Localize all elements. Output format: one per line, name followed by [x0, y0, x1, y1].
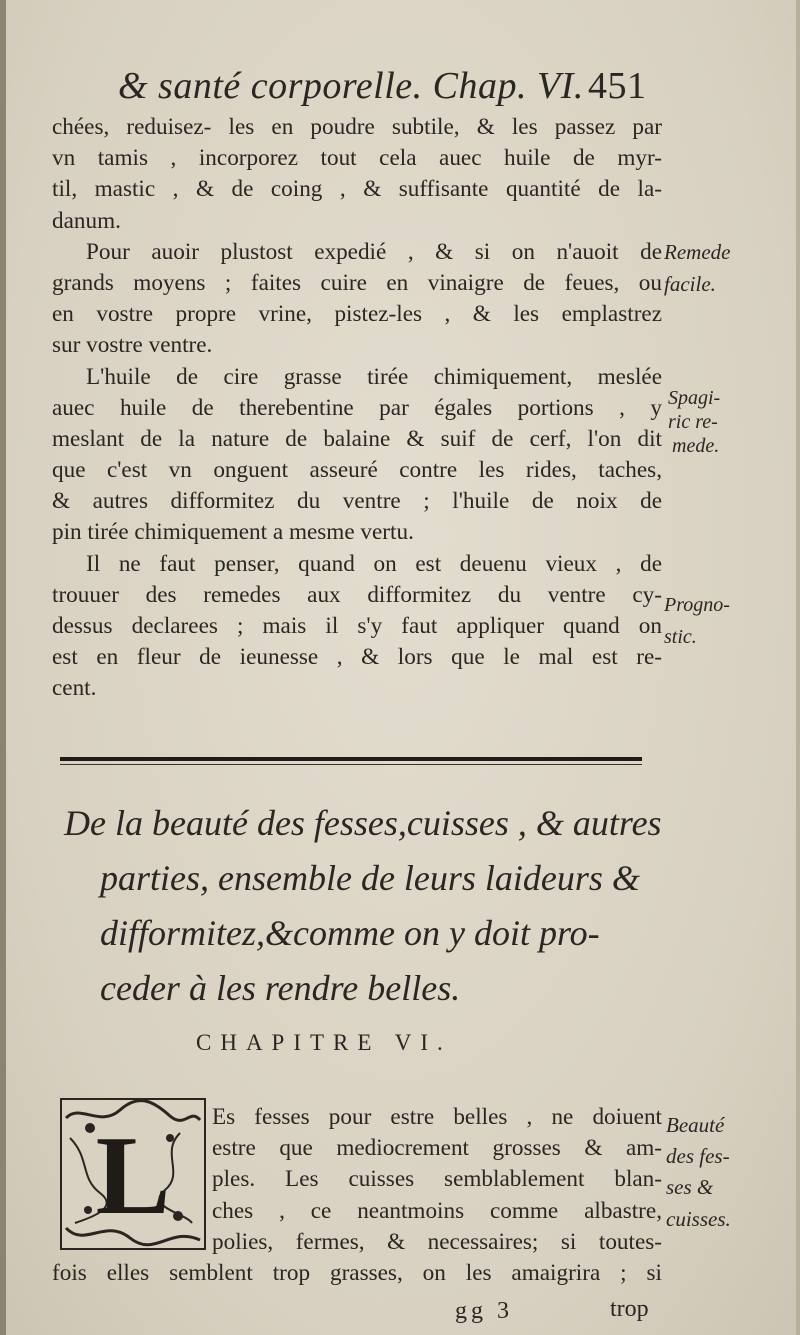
margin-note-line: facile.	[664, 272, 716, 296]
text-line: Es fesses pour estre belles , ne doiuent	[212, 1104, 662, 1130]
margin-note-line: ses &	[666, 1175, 714, 1200]
margin-note-line: ric re-	[668, 411, 718, 433]
body-text	[52, 112, 662, 705]
text-line: grands moyens ; faites cuire en vinaigre de feues, ou	[52, 269, 662, 296]
running-title: & santé corporelle. Chap. VI.	[118, 65, 584, 107]
text-line: meslant de la nature de balaine & suif de cerf, l'on dit	[52, 425, 662, 452]
page-left-edge	[0, 0, 6, 1335]
text-line: vn tamis , incorporez tout cela auec huile de myr-	[52, 145, 662, 172]
section-title-line: ceder à les rendre belles.	[100, 968, 461, 1008]
text-line: fois elles semblent trop grasses, on les amaigrira ; si	[52, 1259, 662, 1286]
text-line: que c'est vn onguent asseuré contre les rides, taches,	[52, 457, 662, 484]
margin-note-line: des fes-	[666, 1144, 730, 1169]
text-line: sur vostre ventre.	[52, 332, 213, 359]
chapter-body	[52, 1102, 662, 1289]
chapter-heading: CHAPITRE VI.	[196, 1030, 452, 1055]
text-line: ches , ce neantmoins comme albastre,	[212, 1197, 662, 1224]
section-rule-thin	[60, 764, 642, 765]
margin-note-spagiric	[668, 386, 720, 458]
text-line: til, mastic , & de coing , & suffisante quantité de la-	[52, 176, 662, 203]
text-line: Pour auoir plustost expedié , & si on n'auoit de	[86, 238, 662, 265]
running-head	[118, 64, 678, 112]
margin-note-line: Remede	[664, 240, 731, 264]
margin-note-remede-facile	[664, 240, 730, 296]
text-line: Il ne faut penser, quand on est deuenu vieux , de	[86, 550, 662, 577]
text-line: cent.	[52, 675, 97, 702]
text-line: estre que mediocrement grosses & am-	[212, 1135, 662, 1162]
text-line: en vostre propre vrine, pistez-les , & les emplastrez	[52, 301, 662, 328]
catchword: trop	[610, 1296, 649, 1322]
margin-note-beaute	[666, 1110, 731, 1235]
margin-note-line: mede.	[672, 435, 720, 457]
margin-note-line: Spagi-	[668, 387, 721, 409]
margin-note-line: Progno-	[664, 594, 730, 616]
margin-note-line: stic.	[664, 626, 697, 648]
section-title	[64, 796, 664, 1016]
page-number: 451	[588, 65, 647, 107]
margin-note-prognostic	[664, 593, 730, 649]
margin-note-line: Beauté	[666, 1113, 725, 1137]
text-line: danum.	[52, 207, 121, 234]
text-line: chées, reduisez- les en poudre subtile, & les passez par	[52, 114, 662, 140]
text-line: ples. Les cuisses semblablement blan-	[212, 1166, 662, 1193]
section-rule-thick	[60, 757, 642, 761]
section-title-line: De la beauté des fesses,cuisses , & autres	[64, 803, 662, 843]
text-line: dessus declarees ; mais il s'y faut appliquer quand on	[52, 613, 662, 639]
text-line: L'huile de cire grasse tirée chimiquement, meslée	[86, 363, 662, 390]
text-line: auec huile de therebentine par égales portions , y	[52, 394, 662, 421]
margin-note-line: cuisses.	[666, 1206, 731, 1231]
section-title-line: parties, ensemble de leurs laideurs &	[100, 858, 640, 898]
svg-text:L: L	[95, 1114, 171, 1238]
page-right-edge	[796, 0, 800, 1335]
text-line: est en fleur de ieunesse , & lors que le mal est re-	[52, 644, 662, 671]
section-title-line: difformitez,&comme on y doit pro-	[100, 913, 600, 953]
text-line: pin tirée chimiquement a mesme vertu.	[52, 519, 414, 546]
text-line: polies, fermes, & necessaires; si toutes-	[212, 1228, 662, 1255]
signature-mark: gg 3	[455, 1298, 513, 1324]
text-line: & autres difformitez du ventre ; l'huile de noix de	[52, 488, 662, 515]
text-line: trouuer des remedes aux difformitez du ventre cy-	[52, 581, 662, 608]
